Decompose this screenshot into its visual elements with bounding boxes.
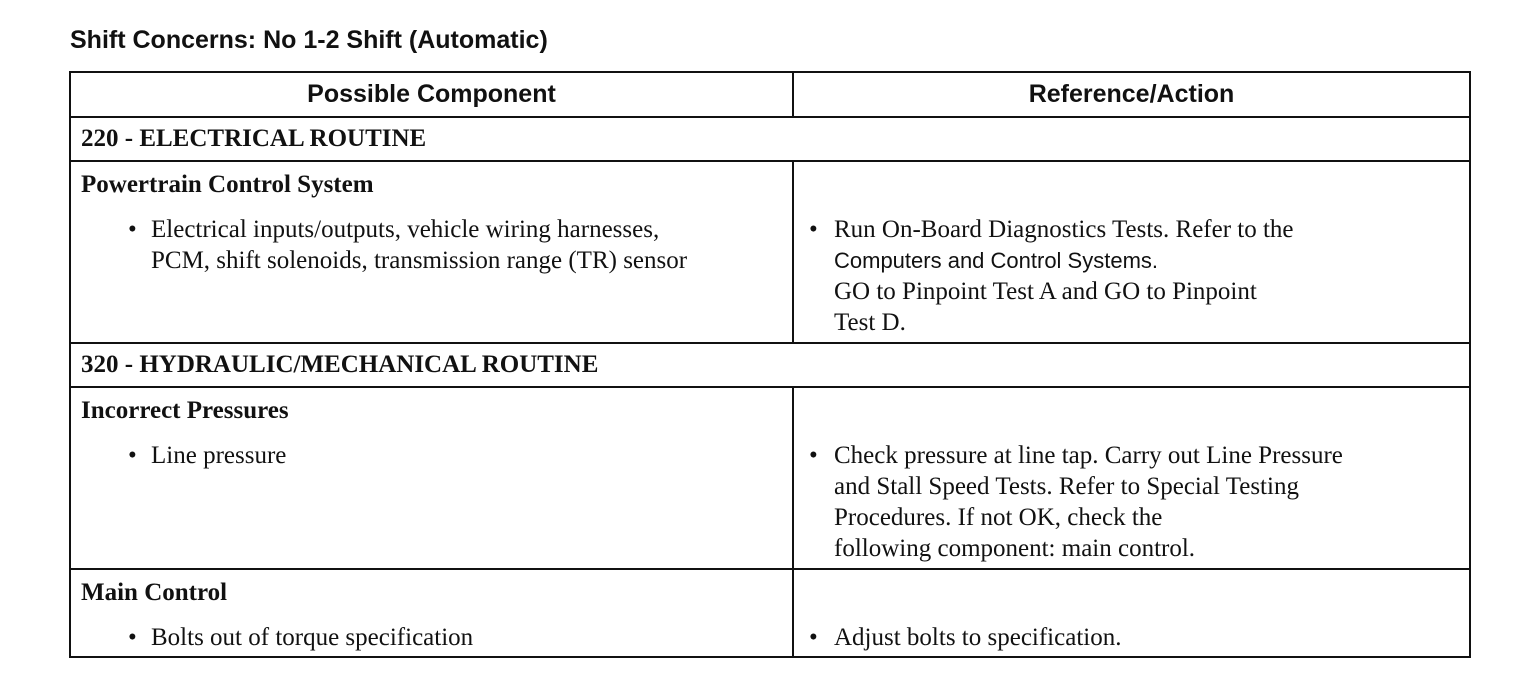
component-item-text: Line pressure	[151, 442, 287, 469]
component-cell	[70, 387, 793, 569]
component-item	[71, 440, 792, 471]
action-item	[794, 440, 1469, 564]
bullet-icon: •	[128, 624, 137, 651]
component-item-line: Electrical inputs/outputs, vehicle wiring harnesses,	[151, 216, 660, 243]
action-line: Check pressure at line tap. Carry out Line Pressure	[834, 442, 1343, 469]
action-line: following component: main control.	[834, 535, 1196, 562]
header-possible-component: Possible Component	[70, 72, 793, 117]
action-line: Adjust bolts to specification.	[834, 624, 1122, 651]
bullet-icon: •	[809, 216, 818, 243]
component-cell	[70, 569, 793, 657]
action-reference: Computers and Control Systems.	[834, 248, 1159, 273]
table-header-row	[70, 72, 1470, 117]
action-cell	[793, 161, 1470, 343]
action-cell	[793, 569, 1470, 657]
routine-label: 320 - HYDRAULIC/MECHANICAL ROUTINE	[70, 343, 1470, 387]
component-item-line: PCM, shift solenoids, transmission range (TR) sensor	[151, 247, 688, 274]
table-row	[70, 387, 1470, 569]
component-item-text: Bolts out of torque specification	[151, 624, 474, 651]
shift-concerns-table	[69, 71, 1471, 658]
action-line: GO to Pinpoint Test A and GO to Pinpoint	[834, 278, 1257, 305]
routine-row	[70, 343, 1470, 387]
component-title: Main Control	[81, 579, 228, 606]
bullet-icon: •	[809, 624, 818, 651]
action-line: and Stall Speed Tests. Refer to Special Testing	[834, 473, 1299, 500]
action-line: Run On-Board Diagnostics Tests. Refer to the	[834, 216, 1294, 243]
component-item	[71, 214, 792, 276]
action-line: Test D.	[834, 309, 906, 336]
action-line: Procedures. If not OK, check the	[834, 504, 1163, 531]
routine-row	[70, 117, 1470, 161]
action-item	[794, 214, 1469, 338]
table-row	[70, 569, 1470, 657]
table-row	[70, 161, 1470, 343]
routine-label: 220 - ELECTRICAL ROUTINE	[70, 117, 1470, 161]
component-title: Powertrain Control System	[81, 171, 374, 198]
component-title: Incorrect Pressures	[81, 397, 289, 424]
component-item	[71, 622, 792, 653]
bullet-icon: •	[809, 442, 818, 469]
action-item	[794, 622, 1469, 653]
bullet-icon: •	[128, 442, 137, 469]
component-cell	[70, 161, 793, 343]
page-title: Shift Concerns: No 1-2 Shift (Automatic)	[70, 26, 548, 54]
header-reference-action: Reference/Action	[793, 72, 1470, 117]
bullet-icon: •	[128, 216, 137, 243]
action-cell	[793, 387, 1470, 569]
